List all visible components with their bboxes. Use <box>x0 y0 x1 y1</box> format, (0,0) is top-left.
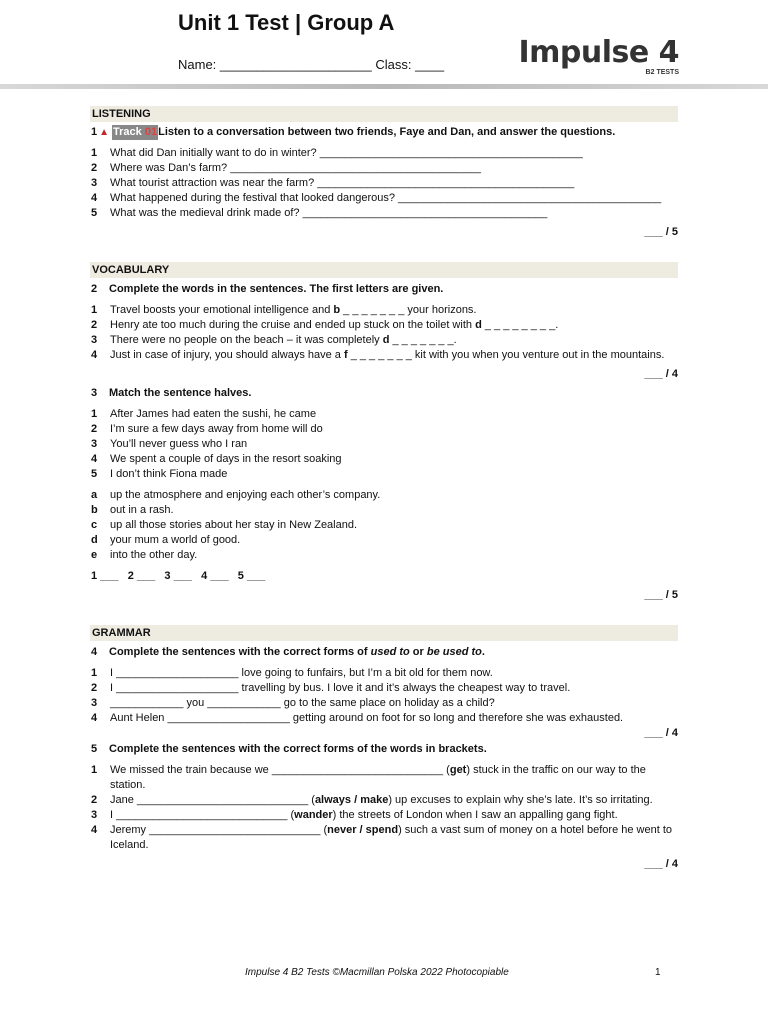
list-item <box>90 823 678 853</box>
item-number: 2 <box>91 423 98 435</box>
list-item <box>90 452 678 467</box>
task-number: 5 <box>91 743 98 755</box>
brand-sub: B2 TESTS <box>645 69 679 76</box>
task-number: 1 <box>91 126 98 138</box>
header-divider <box>0 84 768 89</box>
item-number: d <box>91 534 98 546</box>
list-item <box>90 518 678 533</box>
instruction-text: Complete the sentences with the correct forms of the words in brackets. <box>109 743 487 755</box>
item-text: I ____________________ love going to funfairs, but I’m a bit old for them now. <box>110 667 493 679</box>
item-number: 4 <box>91 453 98 465</box>
test-content <box>90 106 678 872</box>
given-letter: always / make <box>314 794 389 806</box>
listening-questions <box>90 146 678 221</box>
list-item <box>90 503 678 518</box>
text-part: Just in case of injury, you should always have a <box>110 349 344 361</box>
brand-name: Impulse 4 <box>518 35 679 70</box>
item-text: up the atmosphere and enjoying each other’s company. <box>110 489 381 501</box>
instr-part: . <box>481 646 485 658</box>
list-item <box>90 696 678 711</box>
class-blank: ____ <box>415 57 445 72</box>
score-grammar-task5: ___ / 4 <box>644 858 678 870</box>
text-part: ) up excuses to explain why she’s late. It’s so irritating. <box>388 794 653 806</box>
item-text: I’m sure a few days away from home will do <box>110 423 323 435</box>
given-letter: b <box>333 304 341 316</box>
item-number: 1 <box>91 147 98 159</box>
given-letter: wander <box>294 809 333 821</box>
brand-logo <box>518 35 679 76</box>
graduation-cap-icon: ▲ <box>99 127 110 138</box>
text-part: _ _ _ _ _ _ _ kit with you when you venture out in the mountains. <box>347 349 665 361</box>
list-item <box>90 333 678 348</box>
item-number: 1 <box>91 304 98 316</box>
item-text <box>110 333 678 348</box>
text-part: ) such a vast sum of money on a hotel before he went to Iceland. <box>110 824 672 851</box>
name-blank: _____________________ <box>219 57 372 72</box>
item-text: Where was Dan’s farm? _________________________________________ <box>110 162 482 174</box>
item-number: 1 <box>91 408 98 420</box>
item-text: What happened during the festival that looked dangerous? ___________________________________________ <box>110 192 662 204</box>
item-number: 5 <box>91 468 98 480</box>
item-text <box>110 348 678 363</box>
item-text <box>110 808 678 823</box>
item-text: ____________ you ____________ go to the same place on holiday as a child? <box>110 697 495 709</box>
given-letter: get <box>449 764 467 776</box>
list-item <box>90 348 678 363</box>
text-part: ) stuck in the traffic on our way to the station. <box>110 764 646 791</box>
score-grammar-task4: ___ / 4 <box>644 727 678 739</box>
item-text: What did Dan initially want to do in winter? ___________________________________________ <box>110 147 583 159</box>
item-number: 2 <box>91 162 98 174</box>
list-item <box>90 488 678 503</box>
instr-part: or <box>409 646 427 658</box>
given-letter: d <box>475 319 482 331</box>
task-number: 2 <box>91 283 98 295</box>
item-text: You’ll never guess who I ran <box>110 438 248 450</box>
item-text: Aunt Helen ____________________ getting around on foot for so long and therefore she was exhausted. <box>110 712 624 724</box>
item-number: 4 <box>91 349 98 361</box>
task-number: 4 <box>91 646 98 658</box>
item-number: 3 <box>91 697 98 709</box>
item-text: After James had eaten the sushi, he came <box>110 408 317 420</box>
grammar-task5-instruction <box>90 742 678 757</box>
grammar-task4-items <box>90 666 678 726</box>
vocab-task2-items <box>90 303 678 363</box>
list-item <box>90 763 678 793</box>
item-number: 1 <box>91 764 98 776</box>
section-heading-listening: LISTENING <box>90 106 678 122</box>
item-number: 3 <box>91 438 98 450</box>
task-number: 3 <box>91 387 98 399</box>
item-number: 3 <box>91 809 98 821</box>
text-part: We missed the train because we ____________________________ ( <box>110 764 450 776</box>
instr-emphasis: used to <box>370 646 410 658</box>
item-number: b <box>91 504 98 516</box>
text-part: _ _ _ _ _ _ _ your horizons. <box>340 304 477 316</box>
list-item <box>90 467 678 482</box>
section-heading-grammar: GRAMMAR <box>90 625 678 641</box>
text-part: I ____________________________ ( <box>110 809 295 821</box>
item-text: your mum a world of good. <box>110 534 241 546</box>
text-part: ) the streets of London when I saw an appalling gang fight. <box>332 809 618 821</box>
item-text <box>110 823 678 853</box>
item-text: We spent a couple of days in the resort soaking <box>110 453 342 465</box>
text-part: Jane ____________________________ ( <box>110 794 315 806</box>
text-part: Jeremy ____________________________ ( <box>110 824 328 836</box>
list-item <box>90 793 678 808</box>
list-item <box>90 318 678 333</box>
vocab-task3-items <box>90 407 678 482</box>
item-text <box>110 303 678 318</box>
list-item <box>90 437 678 452</box>
score-vocab-task3: ___ / 5 <box>644 589 678 601</box>
list-item <box>90 206 678 221</box>
instruction-text <box>109 645 485 660</box>
score-vocab-task2: ___ / 4 <box>644 368 678 380</box>
grammar-task5-items <box>90 763 678 853</box>
instruction-text: Complete the words in the sentences. The first letters are given. <box>109 283 444 295</box>
item-text: into the other day. <box>110 549 198 561</box>
item-number: 4 <box>91 712 98 724</box>
section-heading-vocabulary: VOCABULARY <box>90 262 678 278</box>
item-text: What tourist attraction was near the farm? __________________________________________ <box>110 177 575 189</box>
item-number: 4 <box>91 824 98 836</box>
grammar-task4-instruction <box>90 645 678 660</box>
item-number: e <box>91 549 98 561</box>
instr-emphasis: be used to <box>426 646 482 658</box>
instr-part: Complete the sentences with the correct forms of <box>109 646 371 658</box>
item-text <box>110 763 678 793</box>
item-number: 3 <box>91 177 98 189</box>
text-part: There were no people on the beach – it was completely <box>110 334 383 346</box>
match-answer-row: 1 ___ 2 ___ 3 ___ 4 ___ 5 ___ <box>91 570 266 582</box>
text-part: Henry ate too much during the cruise and ended up stuck on the toilet with <box>110 319 476 331</box>
list-item <box>90 533 678 548</box>
item-number: 4 <box>91 192 98 204</box>
given-letter: f <box>343 349 348 361</box>
list-item <box>90 176 678 191</box>
item-number: c <box>91 519 98 531</box>
list-item <box>90 681 678 696</box>
track-text: Track <box>113 126 145 138</box>
item-text: out in a rash. <box>110 504 174 516</box>
page-title: Unit 1 Test | Group A <box>178 10 395 35</box>
item-number: a <box>91 489 98 501</box>
list-item <box>90 303 678 318</box>
class-label: Class: <box>375 57 412 72</box>
text-part: _ _ _ _ _ _ _. <box>389 334 457 346</box>
item-text <box>110 318 678 333</box>
instruction-text: Listen to a conversation between two friends, Faye and Dan, and answer the questions. <box>158 126 616 138</box>
list-item <box>90 146 678 161</box>
given-letter: never / spend <box>327 824 399 836</box>
text-part: Travel boosts your emotional intelligence and <box>110 304 334 316</box>
item-text <box>110 793 678 808</box>
list-item <box>90 191 678 206</box>
text-part: _ _ _ _ _ _ _ _. <box>481 319 559 331</box>
item-number: 2 <box>91 794 98 806</box>
page-number: 1 <box>655 967 661 978</box>
name-label: Name: <box>178 57 217 72</box>
item-number: 5 <box>91 207 98 219</box>
list-item <box>90 161 678 176</box>
item-number: 3 <box>91 334 98 346</box>
item-number: 1 <box>91 667 98 679</box>
track-label[interactable] <box>112 125 158 140</box>
score-listening: ___ / 5 <box>644 226 678 238</box>
name-class-row <box>178 57 444 72</box>
list-item <box>90 808 678 823</box>
track-number: 01 <box>144 126 158 138</box>
listening-instruction <box>90 125 678 140</box>
list-item <box>90 407 678 422</box>
item-text: I ____________________ travelling by bus. I love it and it’s always the cheapest way to travel. <box>110 682 571 694</box>
item-number: 2 <box>91 319 98 331</box>
vocab-task3-options <box>90 488 678 563</box>
vocab-task3-instruction <box>90 386 678 401</box>
item-text: up all those stories about her stay in New Zealand. <box>110 519 358 531</box>
list-item <box>90 548 678 563</box>
footer-copyright: Impulse 4 B2 Tests ©Macmillan Polska 2022 Photocopiable <box>245 967 509 978</box>
given-letter: d <box>382 334 390 346</box>
item-text: I don’t think Fiona made <box>110 468 228 480</box>
list-item <box>90 711 678 726</box>
list-item <box>90 422 678 437</box>
list-item <box>90 666 678 681</box>
item-text: What was the medieval drink made of? ________________________________________ <box>110 207 548 219</box>
instruction-text: Match the sentence halves. <box>109 387 252 399</box>
item-number: 2 <box>91 682 98 694</box>
vocab-task2-instruction <box>90 282 678 297</box>
